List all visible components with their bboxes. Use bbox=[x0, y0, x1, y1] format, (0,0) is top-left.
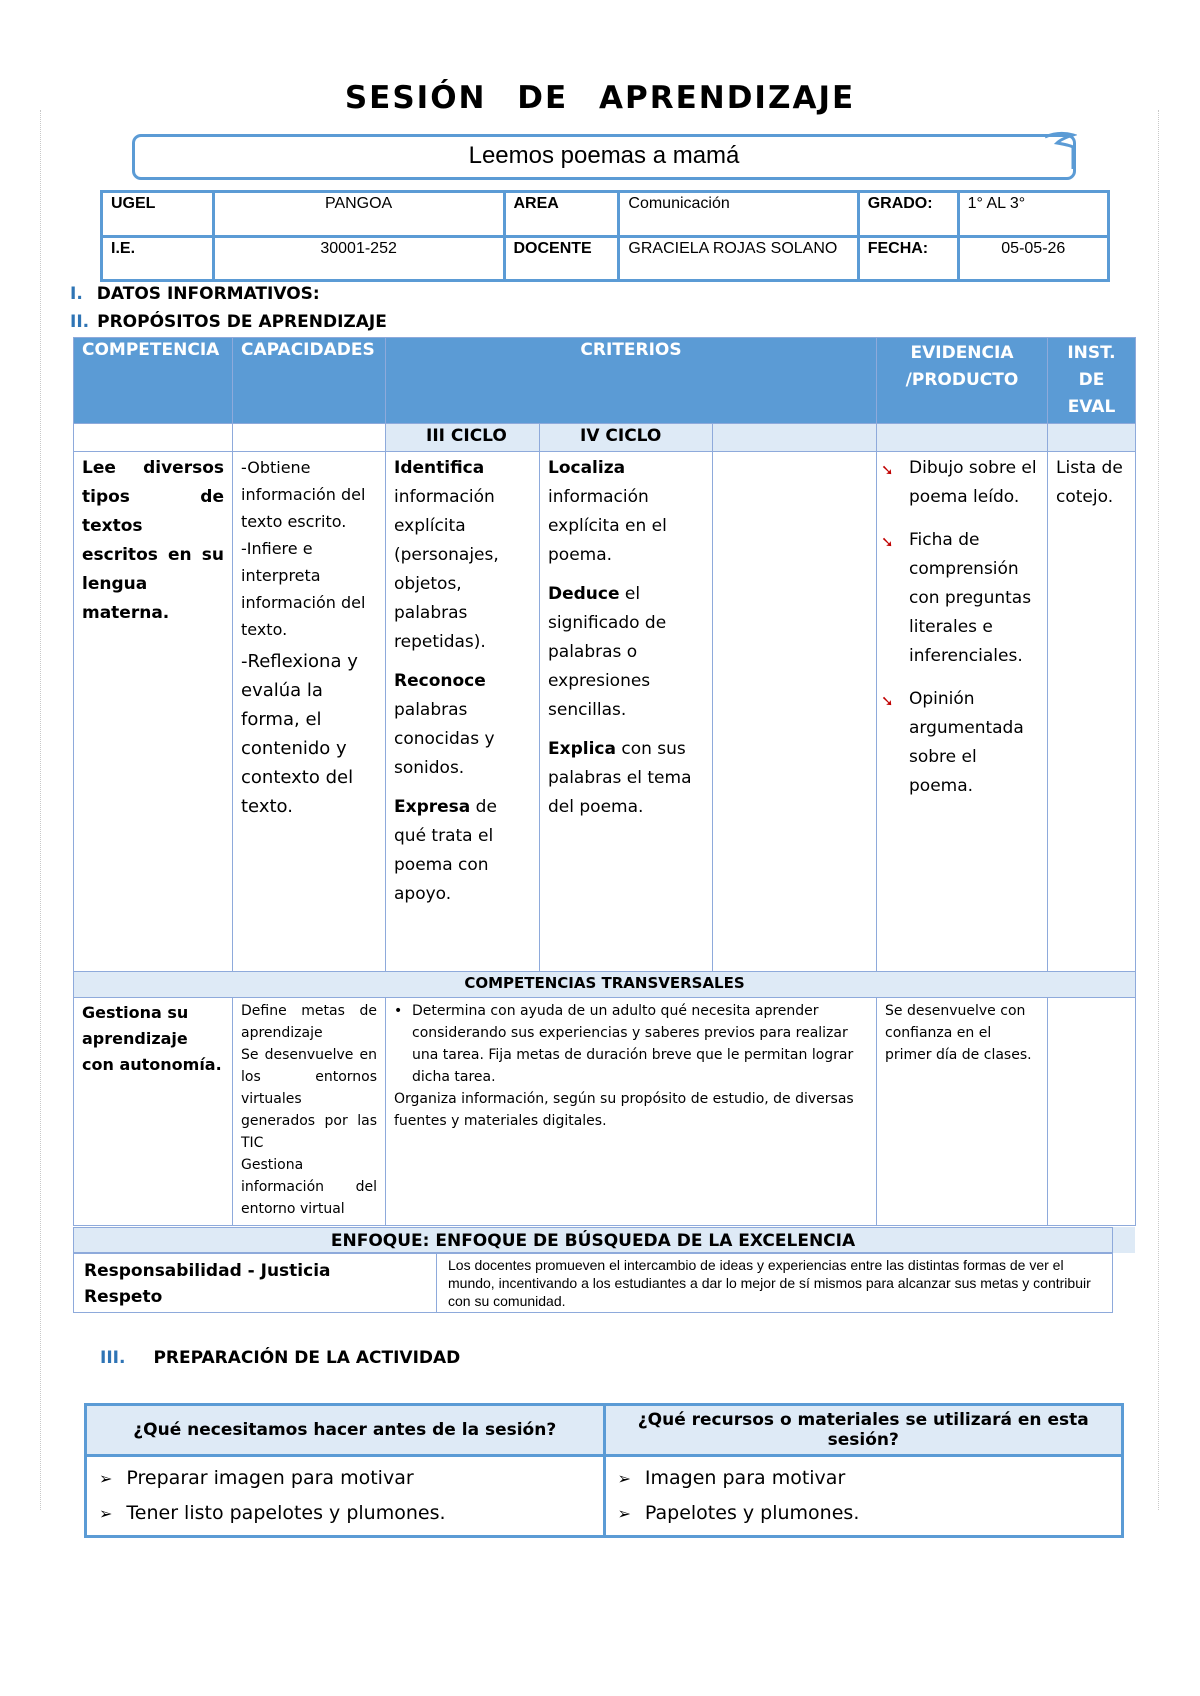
enfoque-value: Respeto bbox=[84, 1287, 163, 1307]
cycle3-label: III CICLO bbox=[386, 424, 540, 452]
cycle4-label: IV CICLO bbox=[540, 424, 713, 452]
prep-header-materials: ¿Qué recursos o materiales se utilizará en esta sesión? bbox=[604, 1405, 1123, 1456]
document-title: SESIÓN DE APRENDIZAJE bbox=[344, 80, 856, 116]
criterion-text: el significado de palabras o expresiones sencillas. bbox=[548, 584, 667, 720]
fecha-value: 05-05-26 bbox=[958, 236, 1108, 281]
enfoque-values bbox=[84, 1258, 424, 1310]
area-value: Comunicación bbox=[619, 192, 858, 237]
criterio-text: Determina con ayuda de un adulto qué necesita aprender considerando sus experiencias y saberes previos para realizar una tarea. Fija metas de duración breve que le permitan lograr dicha tarea. bbox=[412, 1003, 854, 1085]
criterion-verb: Explica bbox=[548, 739, 616, 759]
docente-value: GRACIELA ROJAS SOLANO bbox=[619, 236, 858, 281]
session-name-box bbox=[132, 134, 1076, 180]
evidence-item bbox=[881, 526, 1039, 671]
section-number: I. bbox=[70, 284, 83, 304]
competencia-cell: Lee diversos tipos de textos escritos en su lengua materna. bbox=[74, 452, 233, 972]
header-evidencia: EVIDENCIA /PRODUCTO bbox=[877, 338, 1048, 424]
transversal-criterio-bullet bbox=[394, 1000, 868, 1088]
transversal-capacidad: Gestiona información del entorno virtual bbox=[241, 1157, 377, 1217]
header-instrumento: INST. DE EVAL bbox=[1048, 338, 1136, 424]
prep-header-before: ¿Qué necesitamos hacer antes de la sesión? bbox=[86, 1405, 605, 1456]
enfoque-value: Responsabilidad - Justicia bbox=[84, 1261, 331, 1281]
info-table bbox=[100, 190, 1110, 282]
enfoque-title-tail bbox=[1113, 1227, 1135, 1253]
section-title: PREPARACIÓN DE LA ACTIVIDAD bbox=[153, 1348, 461, 1368]
enfoque-title: ENFOQUE: ENFOQUE DE BÚSQUEDA DE LA EXCELENCIA bbox=[73, 1227, 1113, 1253]
left-margin-guide bbox=[40, 110, 41, 1510]
criterion-text: con sus palabras el tema del poema. bbox=[548, 739, 692, 817]
section-datos-informativos bbox=[70, 284, 320, 304]
grado-label: GRADO: bbox=[858, 192, 958, 237]
transversal-criterio-extra: Organiza información, según su propósito de estudio, de diversas fuentes y materiales digitales. bbox=[394, 1091, 854, 1129]
cycle-empty bbox=[713, 424, 877, 452]
criterion-item bbox=[394, 667, 531, 783]
criterion-text: información explícita (personajes, objetos, palabras repetidas). bbox=[394, 487, 499, 652]
capacidad-item: -Reflexiona y evalúa la forma, el contenido y contexto del texto. bbox=[241, 651, 358, 817]
transversal-header: COMPETENCIAS TRANSVERSALES bbox=[74, 972, 1136, 998]
transversal-criterios bbox=[386, 998, 877, 1226]
enfoque-divider bbox=[436, 1254, 437, 1312]
grado-value: 1° AL 3° bbox=[958, 192, 1108, 237]
section-number: III. bbox=[100, 1348, 126, 1368]
instrumento-cell: Lista de cotejo. bbox=[1048, 452, 1136, 972]
cycle-empty bbox=[1048, 424, 1136, 452]
section-propositos bbox=[70, 312, 387, 332]
enfoque-description: Los docentes promueven el intercambio de ideas y experiencias entre las distintas formas de ver el mundo, incentivando a los estudiantes a dar lo mejor de sí mismos para alcanzar sus metas y contribuir con su comunidad. bbox=[448, 1257, 1091, 1309]
docente-label: DOCENTE bbox=[504, 236, 619, 281]
session-name: Leemos poemas a mamá bbox=[468, 142, 740, 169]
preparation-table bbox=[84, 1403, 1124, 1538]
evidence-item bbox=[881, 454, 1039, 512]
cycle-empty bbox=[877, 424, 1048, 452]
pencil-bullet-icon: ➘ bbox=[881, 533, 894, 551]
pencil-bullet-icon: ➘ bbox=[881, 461, 894, 479]
cycle3-criteria-cell bbox=[386, 452, 540, 972]
purpose-table bbox=[73, 337, 1136, 1226]
right-margin-guide bbox=[1158, 110, 1159, 1510]
fecha-label: FECHA: bbox=[858, 236, 958, 281]
criterion-text: información explícita en el poema. bbox=[548, 487, 667, 565]
evidence-item bbox=[881, 685, 1039, 801]
prep-item: ➢ Imagen para motivar bbox=[618, 1461, 1110, 1496]
section-title: DATOS INFORMATIVOS: bbox=[96, 284, 320, 304]
evidence-text: Dibujo sobre el poema leído. bbox=[909, 458, 1037, 507]
criterion-item bbox=[394, 454, 531, 657]
cycle-spacer bbox=[233, 424, 386, 452]
section-preparacion bbox=[100, 1348, 460, 1368]
evidence-text: Ficha de comprensión con preguntas literales e inferenciales. bbox=[909, 530, 1032, 666]
enfoque-row bbox=[73, 1253, 1113, 1313]
ugel-label: UGEL bbox=[102, 192, 214, 237]
evidence-text: Opinión argumentada sobre el poema. bbox=[909, 689, 1024, 796]
transversal-competencia: Gestiona su aprendizaje con autonomía. bbox=[74, 998, 233, 1226]
header-capacidades: CAPACIDADES bbox=[233, 338, 386, 424]
scroll-curl-icon bbox=[1041, 129, 1077, 179]
ugel-value: PANGOA bbox=[213, 192, 504, 237]
prep-item: ➢ Tener listo papelotes y plumones. bbox=[99, 1496, 591, 1531]
criterion-verb: Deduce bbox=[548, 584, 620, 604]
transversal-capacidad: Se desenvuelve en los entornos virtuales generados por las TIC bbox=[241, 1047, 377, 1151]
transversal-evidencia: Se desenvuelve con confianza en el primer día de clases. bbox=[877, 998, 1048, 1226]
evidencia-cell bbox=[877, 452, 1048, 972]
prep-item: ➢ Papelotes y plumones. bbox=[618, 1496, 1110, 1531]
ie-value: 30001-252 bbox=[213, 236, 504, 281]
prep-before-list bbox=[86, 1456, 605, 1537]
criterion-item bbox=[548, 580, 704, 725]
criterion-item bbox=[548, 454, 704, 570]
enfoque-block bbox=[73, 1227, 1135, 1313]
criterion-verb: Localiza bbox=[548, 458, 626, 478]
transversal-capacidades bbox=[233, 998, 386, 1226]
capacidad-item: -Obtiene información del texto escrito. bbox=[241, 458, 366, 531]
transversal-capacidad: Define metas de aprendizaje bbox=[241, 1003, 377, 1041]
empty-criteria-cell bbox=[713, 452, 877, 972]
prep-materials-list bbox=[604, 1456, 1123, 1537]
section-number: II. bbox=[70, 312, 90, 332]
criterion-verb: Expresa bbox=[394, 797, 471, 817]
header-competencia: COMPETENCIA bbox=[74, 338, 233, 424]
criterion-text: palabras conocidas y sonidos. bbox=[394, 700, 495, 778]
bullet-icon: • bbox=[394, 1003, 403, 1019]
ie-label: I.E. bbox=[102, 236, 214, 281]
transversal-instrumento bbox=[1048, 998, 1136, 1226]
pencil-bullet-icon: ➘ bbox=[881, 692, 894, 710]
criterion-verb: Identifica bbox=[394, 458, 485, 478]
criterion-verb: Reconoce bbox=[394, 671, 486, 691]
area-label: AREA bbox=[504, 192, 619, 237]
prep-item: ➢ Preparar imagen para motivar bbox=[99, 1461, 591, 1496]
cycle4-criteria-cell bbox=[540, 452, 713, 972]
criterion-text: de qué trata el poema con apoyo. bbox=[394, 797, 497, 904]
capacidad-item: -Infiere e interpreta información del texto. bbox=[241, 539, 366, 639]
cycle-spacer bbox=[74, 424, 233, 452]
criterion-item bbox=[394, 793, 531, 909]
criterion-item bbox=[548, 735, 704, 822]
header-criterios: CRITERIOS bbox=[386, 338, 877, 424]
capacidades-cell bbox=[233, 452, 386, 972]
section-title: PROPÓSITOS DE APRENDIZAJE bbox=[97, 312, 387, 332]
